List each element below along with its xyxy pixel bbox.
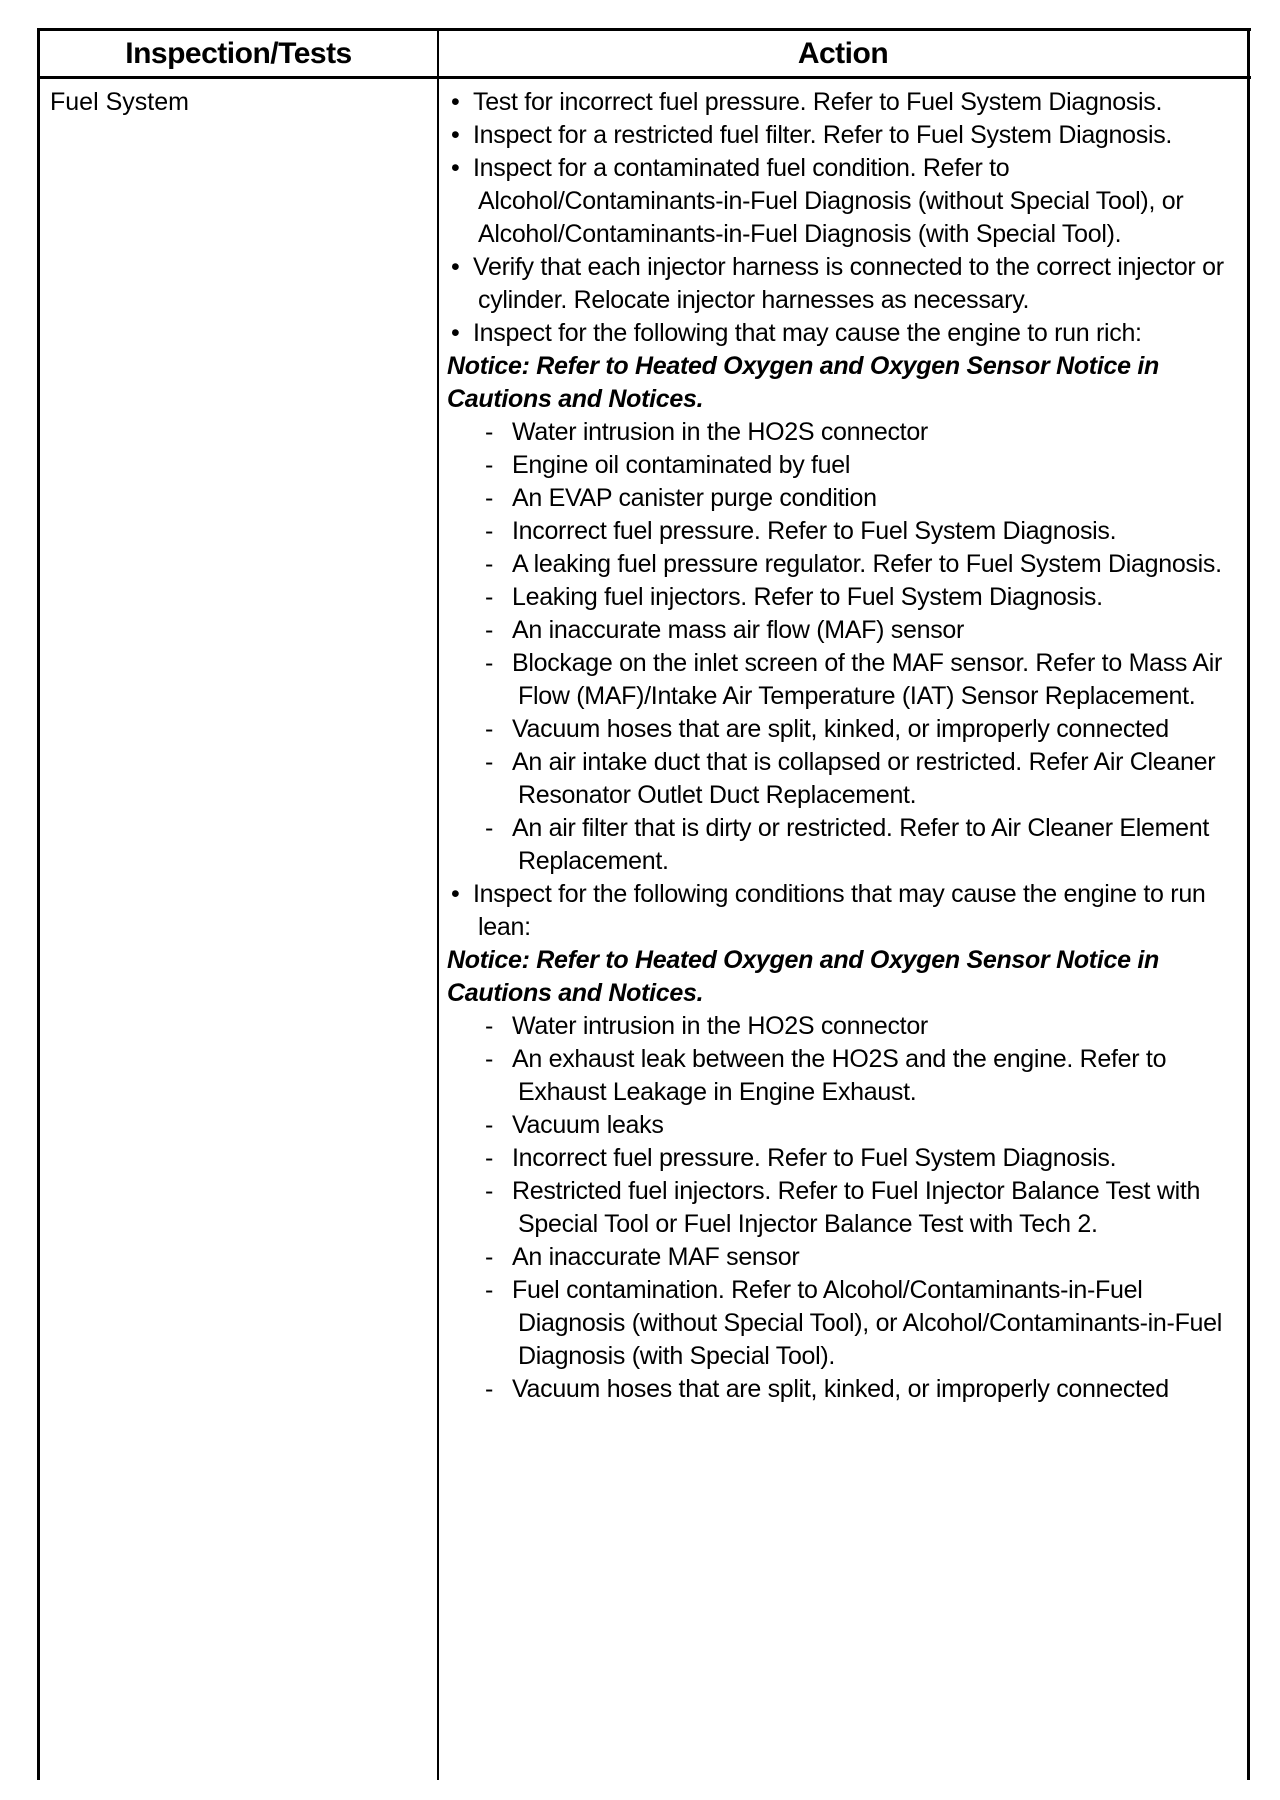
list-item: - An air intake duct that is collapsed or restricted. Refer Air Cleaner Resonator Outlet Duct Replacement.: [447, 746, 1247, 812]
action-item: • Test for incorrect fuel pressure. Refer to Fuel System Diagnosis.: [447, 86, 1247, 119]
header-rule: [37, 76, 1251, 79]
list-item: - Vacuum hoses that are split, kinked, or improperly connected: [447, 713, 1247, 746]
notice-lean: Notice: Refer to Heated Oxygen and Oxygen Sensor Notice in Cautions and Notices.: [447, 946, 1159, 1007]
list-item: - Water intrusion in the HO2S connector: [447, 416, 1247, 449]
rich-cause-list-wrapper: [447, 416, 1247, 878]
list-item: - An exhaust leak between the HO2S and the engine. Refer to Exhaust Leakage in Engine Exhaust.: [447, 1043, 1247, 1109]
list-item: - Incorrect fuel pressure. Refer to Fuel System Diagnosis.: [447, 515, 1247, 548]
action-list: [447, 86, 1247, 1406]
list-item: - Water intrusion in the HO2S connector: [447, 1010, 1247, 1043]
lean-cause-list-wrapper: [447, 1010, 1247, 1406]
action-item: • Inspect for the following that may cause the engine to run rich:: [447, 317, 1247, 350]
action-item: • Inspect for a contaminated fuel condition. Refer to Alcohol/Contaminants-in-Fuel Diagnosis (without Special Tool), or Alcohol/Contaminants-in-Fuel Diagnosis (with Special Tool).: [447, 152, 1247, 251]
table-border-top: [37, 28, 1251, 31]
notice-rich: Notice: Refer to Heated Oxygen and Oxygen Sensor Notice in Cautions and Notices.: [447, 352, 1159, 413]
row-label-fuel-system: Fuel System: [50, 88, 189, 116]
header-action: Action: [797, 37, 889, 70]
rich-cause-list: [447, 416, 1247, 878]
list-item: - An EVAP canister purge condition: [447, 482, 1247, 515]
action-item: • Inspect for a restricted fuel filter. Refer to Fuel System Diagnosis.: [447, 119, 1247, 152]
list-item: - Engine oil contaminated by fuel: [447, 449, 1247, 482]
list-item: - Fuel contamination. Refer to Alcohol/Contaminants-in-Fuel Diagnosis (without Special Tool), or Alcohol/Contaminants-in-Fuel Diagnosis (with Special Tool).: [447, 1274, 1247, 1373]
list-item: - An air filter that is dirty or restricted. Refer to Air Cleaner Element Replacement.: [447, 812, 1247, 878]
list-item: - Restricted fuel injectors. Refer to Fuel Injector Balance Test with Special Tool or Fuel Injector Balance Test with Tech 2.: [447, 1175, 1247, 1241]
column-divider: [437, 28, 439, 1780]
list-item: - Vacuum hoses that are split, kinked, or improperly connected: [447, 1373, 1247, 1406]
list-item: - An inaccurate MAF sensor: [447, 1241, 1247, 1274]
table-border-right: [1247, 28, 1250, 1780]
list-item: - Incorrect fuel pressure. Refer to Fuel System Diagnosis.: [447, 1142, 1247, 1175]
action-item: • Inspect for the following conditions that may cause the engine to run lean:: [447, 878, 1247, 944]
list-item: - A leaking fuel pressure regulator. Refer to Fuel System Diagnosis.: [447, 548, 1247, 581]
list-item: - Leaking fuel injectors. Refer to Fuel System Diagnosis.: [447, 581, 1247, 614]
list-item: - Blockage on the inlet screen of the MAF sensor. Refer to Mass Air Flow (MAF)/Intake Air Temperature (IAT) Sensor Replacement.: [447, 647, 1247, 713]
list-item: - Vacuum leaks: [447, 1109, 1247, 1142]
list-item: - An inaccurate mass air flow (MAF) sensor: [447, 614, 1247, 647]
lean-cause-list: [447, 1010, 1247, 1406]
table-border-left: [37, 28, 40, 1780]
action-item: • Verify that each injector harness is connected to the correct injector or cylinder. Relocate injector harnesses as necessary.: [447, 251, 1247, 317]
diagnostic-table: [37, 28, 1251, 1780]
header-inspection-tests: Inspection/Tests: [125, 37, 352, 70]
